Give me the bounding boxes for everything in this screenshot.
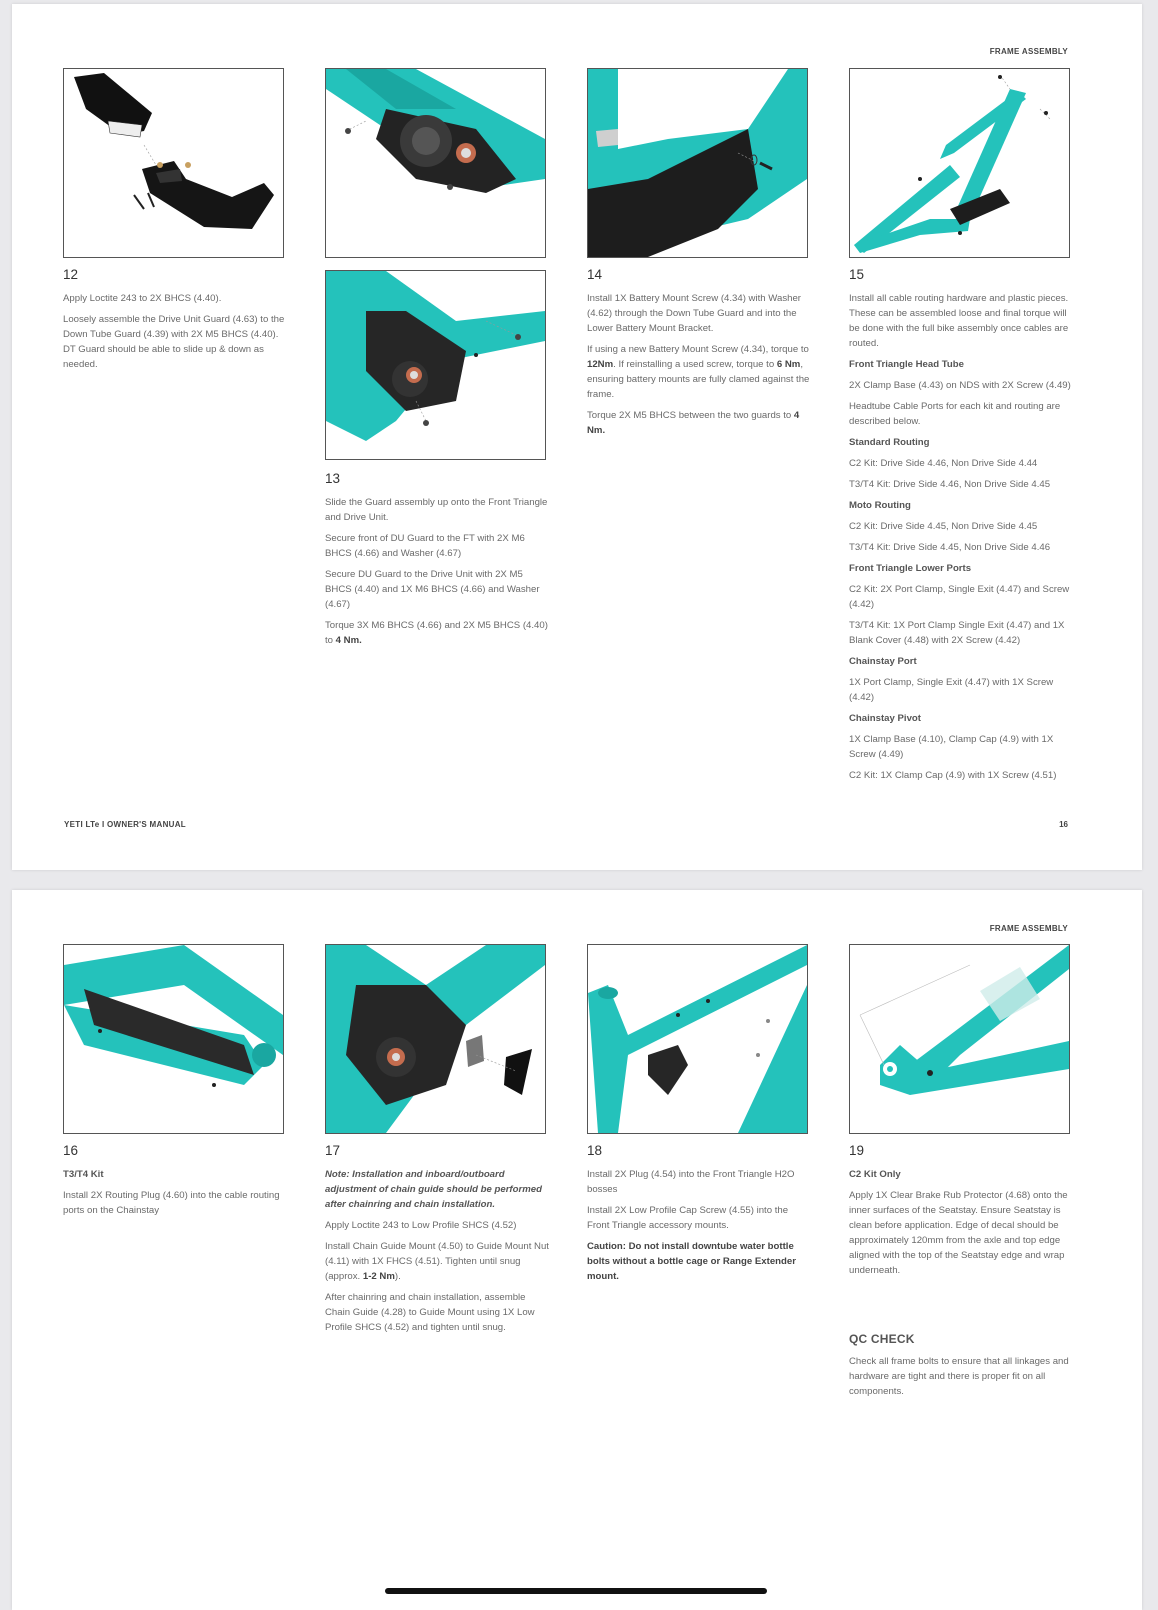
step-15-p11: 1X Clamp Base (4.10), Clamp Cap (4.9) with 1X Screw (4.49) — [849, 734, 1054, 760]
illustration-step-12 — [63, 68, 284, 258]
step-number-13: 13 — [325, 471, 341, 486]
step-16-text — [63, 1167, 289, 1224]
step-18-text — [587, 1167, 813, 1290]
page-number: 16 — [1059, 820, 1068, 829]
guard-assembly-drawing — [64, 69, 283, 257]
step-15-p7: T3/T4 Kit: Drive Side 4.45, Non Drive Side 4.46 — [849, 542, 1051, 553]
illustration-step-17 — [325, 944, 546, 1134]
step-13-p3: Secure DU Guard to the Drive Unit with 2X M5 BHCS (4.40) and 1X M6 BHCS (4.66) and Washer (4.67) — [325, 569, 540, 610]
footer-manual-title: YETI LTe I OWNER'S MANUAL — [64, 820, 186, 829]
torque-4nm-13: 4 Nm. — [335, 635, 362, 646]
qc-check-body: Check all frame bolts to ensure that all linkages and hardware are tight and there is proper fit on all components. — [849, 1356, 1069, 1397]
illustration-step-13 — [325, 270, 546, 460]
qc-check-title: QC CHECK — [849, 1332, 915, 1346]
illustration-drive-unit — [325, 68, 546, 258]
heading-chainstay-pivot: Chainstay Pivot — [849, 713, 921, 724]
heading-chainstay-port: Chainstay Port — [849, 656, 917, 667]
illustration-step-18 — [587, 944, 808, 1134]
step-number-12: 12 — [63, 267, 79, 282]
step-14-p1: Install 1X Battery Mount Screw (4.34) with Washer (4.62) through the Down Tube Guard and into the Lower Battery Mount Bracket. — [587, 293, 801, 334]
step-15-p2: 2X Clamp Base (4.43) on NDS with 2X Screw (4.49) — [849, 380, 1071, 391]
torque-1-2nm: 1-2 Nm — [362, 1271, 395, 1282]
step-14-p2e: , ensuring battery mounts are fully clamed against the frame. — [587, 359, 810, 400]
step-15-p4: C2 Kit: Drive Side 4.46, Non Drive Side 4.44 — [849, 458, 1038, 469]
manual-page-17 — [12, 890, 1142, 1610]
heading-standard-routing: Standard Routing — [849, 437, 930, 448]
step-number-15: 15 — [849, 267, 865, 282]
step-13-p2: Secure front of DU Guard to the FT with 2X M6 BHCS (4.66) and Washer (4.67) — [325, 533, 525, 559]
step-17-p2 — [325, 1239, 551, 1284]
step-15-p12: C2 Kit: 1X Clamp Cap (4.9) with 1X Screw (4.51) — [849, 770, 1057, 781]
step-18-p2: Install 2X Low Profile Cap Screw (4.55) into the Front Triangle accessory mounts. — [587, 1205, 789, 1231]
step-15-text — [849, 291, 1075, 789]
step-13-text — [325, 495, 551, 654]
step-15-p9: T3/T4 Kit: 1X Port Clamp Single Exit (4.47) and 1X Blank Cover (4.48) with 2X Screw (4.42) — [849, 620, 1065, 646]
step-number-16: 16 — [63, 1143, 79, 1158]
step-12-p2: Loosely assemble the Drive Unit Guard (4.63) to the Down Tube Guard (4.39) with 2X M5 BHCS (4.40). DT Guard should be able to slide up & down as needed. — [63, 314, 285, 370]
step-15-p8: C2 Kit: 2X Port Clamp, Single Exit (4.47) and Screw (4.42) — [849, 584, 1070, 610]
step-13-p4a: Torque 3X M6 BHCS (4.66) and 2X M5 BHCS (4.40) to — [325, 620, 548, 646]
qc-check-text — [849, 1354, 1075, 1405]
step-15-p1: Install all cable routing hardware and plastic pieces. These can be assembled loose and final torque will be done with the full bike assembly once cables are routed. — [849, 293, 1069, 349]
step-18-caution: Caution: Do not install downtube water bottle bolts without a bottle cage or Range Extender mount. — [587, 1241, 796, 1282]
illustration-step-16 — [63, 944, 284, 1134]
heading-t3-t4-kit: T3/T4 Kit — [63, 1169, 104, 1180]
step-number-14: 14 — [587, 267, 603, 282]
step-14-p2a: If using a new Battery Mount Screw (4.34), torque to — [587, 344, 809, 355]
step-14-p2 — [587, 342, 813, 402]
step-number-18: 18 — [587, 1143, 603, 1158]
step-14-p3 — [587, 408, 813, 438]
step-17-note: Note: Installation and inboard/outboard adjustment of chain guide should be performed after chainring and chain installation. — [325, 1169, 542, 1210]
step-17-p2a: Install Chain Guide Mount (4.50) to Guide Mount Nut (4.11) with 1X FHCS (4.51). Tighten until snug (approx. — [325, 1241, 549, 1282]
step-12-p1: Apply Loctite 243 to 2X BHCS (4.40). — [63, 293, 222, 304]
illustration-step-14 — [587, 68, 808, 258]
step-17-p2c: ). — [394, 1271, 401, 1282]
step-19-p1: Apply 1X Clear Brake Rub Protector (4.68) onto the inner surfaces of the Seatstay. Ensure Seatstay is clean before application. Edge of decal should be approximately 120mm from the axle and top edge aligned with the top of the Seatstay edge and wrap underneath. — [849, 1190, 1068, 1276]
section-header: FRAME ASSEMBLY — [989, 924, 1068, 933]
home-indicator[interactable] — [385, 1588, 767, 1594]
step-15-p5: T3/T4 Kit: Drive Side 4.46, Non Drive Side 4.45 — [849, 479, 1051, 490]
section-header: FRAME ASSEMBLY — [989, 47, 1068, 56]
step-15-p10: 1X Port Clamp, Single Exit (4.47) with 1X Screw (4.42) — [849, 677, 1054, 703]
step-17-p3: After chainring and chain installation, assemble Chain Guide (4.28) to Guide Mount using 1X Low Profile SHCS (4.52) and tighten until snug. — [325, 1292, 535, 1333]
illustration-step-15 — [849, 68, 1070, 258]
heading-front-triangle-lower-ports: Front Triangle Lower Ports — [849, 563, 972, 574]
step-13-p1: Slide the Guard assembly up onto the Front Triangle and Drive Unit. — [325, 497, 548, 523]
step-19-text — [849, 1167, 1075, 1284]
torque-12nm: 12Nm — [587, 359, 614, 370]
step-12-text — [63, 291, 289, 378]
step-14-p3a: Torque 2X M5 BHCS between the two guards to — [587, 410, 794, 421]
step-number-17: 17 — [325, 1143, 341, 1158]
step-17-text — [325, 1167, 551, 1341]
step-14-text — [587, 291, 813, 444]
step-16-p1: Install 2X Routing Plug (4.60) into the cable routing ports on the Chainstay — [63, 1190, 280, 1216]
heading-c2-kit-only: C2 Kit Only — [849, 1169, 901, 1180]
step-15-p6: C2 Kit: Drive Side 4.45, Non Drive Side 4.45 — [849, 521, 1038, 532]
torque-6nm: 6 Nm — [776, 359, 801, 370]
step-13-p4 — [325, 618, 551, 648]
torque-4nm: 4 Nm. — [587, 410, 800, 436]
step-14-p2c: . If reinstalling a used screw, torque to — [613, 359, 777, 370]
illustration-step-19 — [849, 944, 1070, 1134]
step-number-19: 19 — [849, 1143, 865, 1158]
step-17-p1: Apply Loctite 243 to Low Profile SHCS (4.52) — [325, 1220, 517, 1231]
step-15-p3: Headtube Cable Ports for each kit and routing are described below. — [849, 401, 1061, 427]
heading-moto-routing: Moto Routing — [849, 500, 911, 511]
heading-front-triangle-head-tube: Front Triangle Head Tube — [849, 359, 964, 370]
step-18-p1: Install 2X Plug (4.54) into the Front Triangle H2O bosses — [587, 1169, 795, 1195]
manual-page-16 — [12, 4, 1142, 870]
